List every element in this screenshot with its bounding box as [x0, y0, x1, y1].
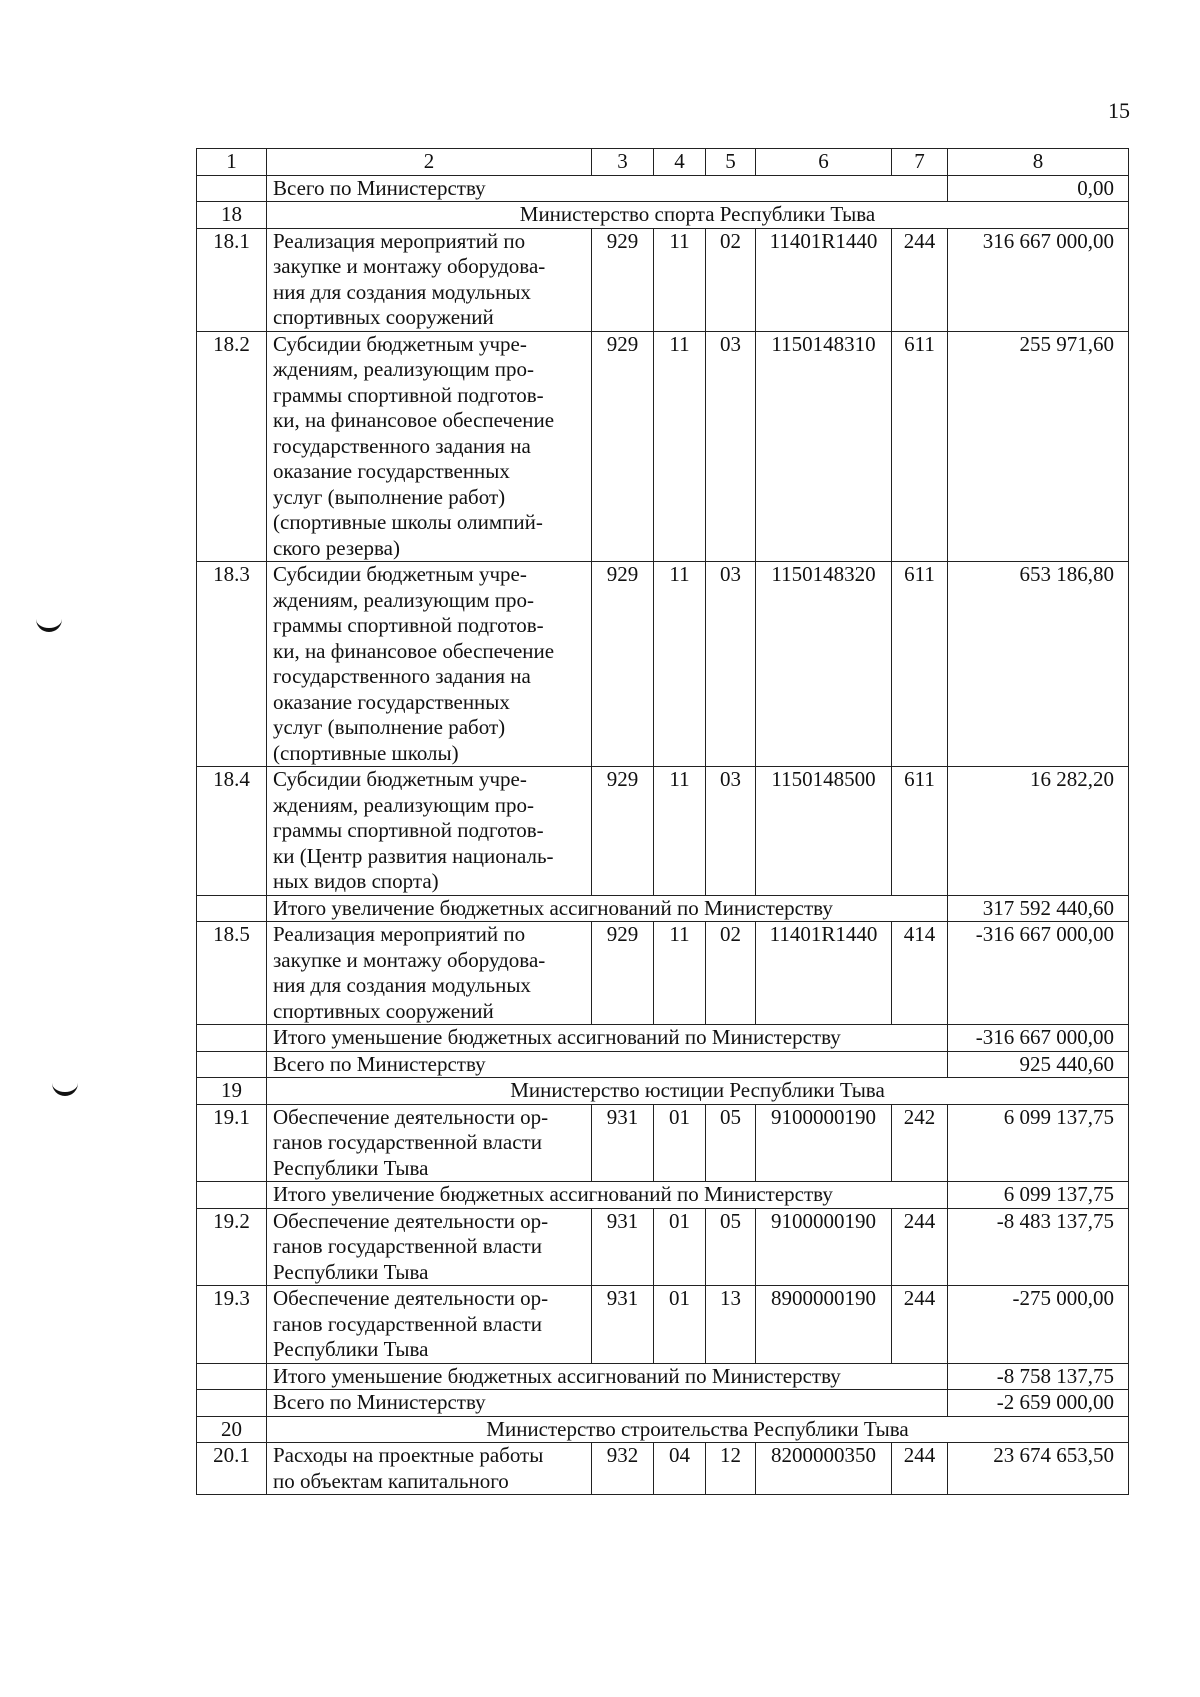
row-description: Субсидии бюджетным учре- ждениям, реализующим про- граммы спортивной подготов- ки, на финансовое обеспечение государственного задания на оказание государственных услуг (выполнение работ) (спортивные школы) — [267, 562, 592, 767]
row-amount: 317 592 440,60 — [948, 895, 1129, 922]
expense-type-code: 244 — [892, 228, 948, 331]
subsection-code: 02 — [706, 922, 756, 1025]
column-number: 4 — [654, 149, 706, 176]
total-label: Всего по Министерству — [267, 1051, 948, 1078]
row-description: Расходы на проектные работы по объектам капитального — [267, 1443, 592, 1495]
section-code: 04 — [654, 1443, 706, 1495]
expense-type-code: 244 — [892, 1208, 948, 1286]
table-row — [197, 922, 1129, 1025]
subtotal-row — [197, 895, 1129, 922]
column-number: 3 — [592, 149, 654, 176]
subtotal-label: Итого уменьшение бюджетных ассигнований по Министерству — [267, 1025, 948, 1052]
section-code: 11 — [654, 331, 706, 562]
row-number: 18 — [197, 202, 267, 229]
table-row — [197, 1286, 1129, 1364]
row-amount: -316 667 000,00 — [948, 1025, 1129, 1052]
target-article-code: 8900000190 — [756, 1286, 892, 1364]
row-number — [197, 1390, 267, 1417]
row-description: Субсидии бюджетным учре- ждениям, реализующим про- граммы спортивной подготов- ки, на финансовое обеспечение государственного задания на оказание государственных услуг (выполнение работ) (спортивные школы олимпий- ского резерва) — [267, 331, 592, 562]
section-title: Министерство спорта Республики Тыва — [267, 202, 1129, 229]
dept-code: 929 — [592, 331, 654, 562]
subtotal-label: Итого уменьшение бюджетных ассигнований по Министерству — [267, 1363, 948, 1390]
column-number: 8 — [948, 149, 1129, 176]
row-amount: 653 186,80 — [948, 562, 1129, 767]
row-number: 18.4 — [197, 767, 267, 896]
row-description: Реализация мероприятий по закупке и монтажу оборудова- ния для создания модульных спортивных сооружений — [267, 228, 592, 331]
row-number — [197, 1182, 267, 1209]
section-title: Министерство строительства Республики Тыва — [267, 1416, 1129, 1443]
row-number: 19.1 — [197, 1104, 267, 1182]
row-number: 18.1 — [197, 228, 267, 331]
dept-code: 931 — [592, 1104, 654, 1182]
subsection-code: 03 — [706, 331, 756, 562]
section-code: 01 — [654, 1104, 706, 1182]
expense-type-code: 244 — [892, 1443, 948, 1495]
column-number: 7 — [892, 149, 948, 176]
target-article-code: 8200000350 — [756, 1443, 892, 1495]
column-number: 5 — [706, 149, 756, 176]
table-row — [197, 331, 1129, 562]
total-row — [197, 175, 1129, 202]
column-number: 2 — [267, 149, 592, 176]
row-amount: -8 483 137,75 — [948, 1208, 1129, 1286]
section-row — [197, 202, 1129, 229]
target-article-code: 1150148310 — [756, 331, 892, 562]
subtotal-row — [197, 1363, 1129, 1390]
subtotal-row — [197, 1182, 1129, 1209]
row-number — [197, 895, 267, 922]
row-amount: -8 758 137,75 — [948, 1363, 1129, 1390]
row-amount: 6 099 137,75 — [948, 1104, 1129, 1182]
row-number: 18.5 — [197, 922, 267, 1025]
subsection-code: 02 — [706, 228, 756, 331]
subsection-code: 03 — [706, 767, 756, 896]
row-number: 19 — [197, 1078, 267, 1105]
subsection-code: 05 — [706, 1104, 756, 1182]
subtotal-label: Итого увеличение бюджетных ассигнований по Министерству — [267, 895, 948, 922]
expense-type-code: 611 — [892, 331, 948, 562]
section-code: 11 — [654, 228, 706, 331]
dept-code: 931 — [592, 1208, 654, 1286]
expense-type-code: 244 — [892, 1286, 948, 1364]
section-code: 11 — [654, 922, 706, 1025]
dept-code: 929 — [592, 562, 654, 767]
target-article-code: 9100000190 — [756, 1208, 892, 1286]
column-number: 1 — [197, 149, 267, 176]
dept-code: 931 — [592, 1286, 654, 1364]
table-row — [197, 1208, 1129, 1286]
section-code: 01 — [654, 1286, 706, 1364]
total-row — [197, 1051, 1129, 1078]
table-row — [197, 228, 1129, 331]
total-row — [197, 1390, 1129, 1417]
row-amount: -275 000,00 — [948, 1286, 1129, 1364]
row-amount: 0,00 — [948, 175, 1129, 202]
row-number: 20.1 — [197, 1443, 267, 1495]
row-number: 18.2 — [197, 331, 267, 562]
table-row — [197, 1443, 1129, 1495]
row-number: 20 — [197, 1416, 267, 1443]
dept-code: 929 — [592, 767, 654, 896]
page-number: 15 — [1108, 98, 1130, 123]
total-label: Всего по Министерству — [267, 1390, 948, 1417]
target-article-code: 11401R1440 — [756, 922, 892, 1025]
subsection-code: 12 — [706, 1443, 756, 1495]
row-number — [197, 1051, 267, 1078]
subtotal-row — [197, 1025, 1129, 1052]
subsection-code: 13 — [706, 1286, 756, 1364]
row-description: Обеспечение деятельности ор- ганов государственной власти Республики Тыва — [267, 1208, 592, 1286]
target-article-code: 1150148320 — [756, 562, 892, 767]
column-number: 6 — [756, 149, 892, 176]
section-code: 01 — [654, 1208, 706, 1286]
section-code: 11 — [654, 562, 706, 767]
total-label: Всего по Министерству — [267, 175, 948, 202]
row-number: 18.3 — [197, 562, 267, 767]
row-description: Обеспечение деятельности ор- ганов государственной власти Республики Тыва — [267, 1104, 592, 1182]
row-number — [197, 1025, 267, 1052]
row-amount: -2 659 000,00 — [948, 1390, 1129, 1417]
row-number — [197, 1363, 267, 1390]
row-amount: 316 667 000,00 — [948, 228, 1129, 331]
subsection-code: 05 — [706, 1208, 756, 1286]
table-row — [197, 562, 1129, 767]
expense-type-code: 611 — [892, 562, 948, 767]
target-article-code: 11401R1440 — [756, 228, 892, 331]
expense-type-code: 611 — [892, 767, 948, 896]
section-code: 11 — [654, 767, 706, 896]
section-row — [197, 1416, 1129, 1443]
scan-mark — [52, 1080, 78, 1096]
dept-code: 932 — [592, 1443, 654, 1495]
row-description: Субсидии бюджетным учре- ждениям, реализующим про- граммы спортивной подготов- ки (Центр развития националь- ных видов спорта) — [267, 767, 592, 896]
budget-table — [196, 148, 1129, 1495]
table-row — [197, 767, 1129, 896]
section-title: Министерство юстиции Республики Тыва — [267, 1078, 1129, 1105]
row-amount: -316 667 000,00 — [948, 922, 1129, 1025]
row-amount: 6 099 137,75 — [948, 1182, 1129, 1209]
dept-code: 929 — [592, 922, 654, 1025]
row-number: 19.2 — [197, 1208, 267, 1286]
expense-type-code: 414 — [892, 922, 948, 1025]
row-amount: 255 971,60 — [948, 331, 1129, 562]
section-row — [197, 1078, 1129, 1105]
row-amount: 16 282,20 — [948, 767, 1129, 896]
row-number — [197, 175, 267, 202]
row-description: Обеспечение деятельности ор- ганов государственной власти Республики Тыва — [267, 1286, 592, 1364]
table-row — [197, 1104, 1129, 1182]
scan-mark — [36, 616, 62, 632]
row-number: 19.3 — [197, 1286, 267, 1364]
column-numbers-row — [197, 149, 1129, 176]
row-description: Реализация мероприятий по закупке и монтажу оборудова- ния для создания модульных спортивных сооружений — [267, 922, 592, 1025]
target-article-code: 1150148500 — [756, 767, 892, 896]
target-article-code: 9100000190 — [756, 1104, 892, 1182]
row-amount: 925 440,60 — [948, 1051, 1129, 1078]
expense-type-code: 242 — [892, 1104, 948, 1182]
subsection-code: 03 — [706, 562, 756, 767]
dept-code: 929 — [592, 228, 654, 331]
row-amount: 23 674 653,50 — [948, 1443, 1129, 1495]
subtotal-label: Итого увеличение бюджетных ассигнований по Министерству — [267, 1182, 948, 1209]
